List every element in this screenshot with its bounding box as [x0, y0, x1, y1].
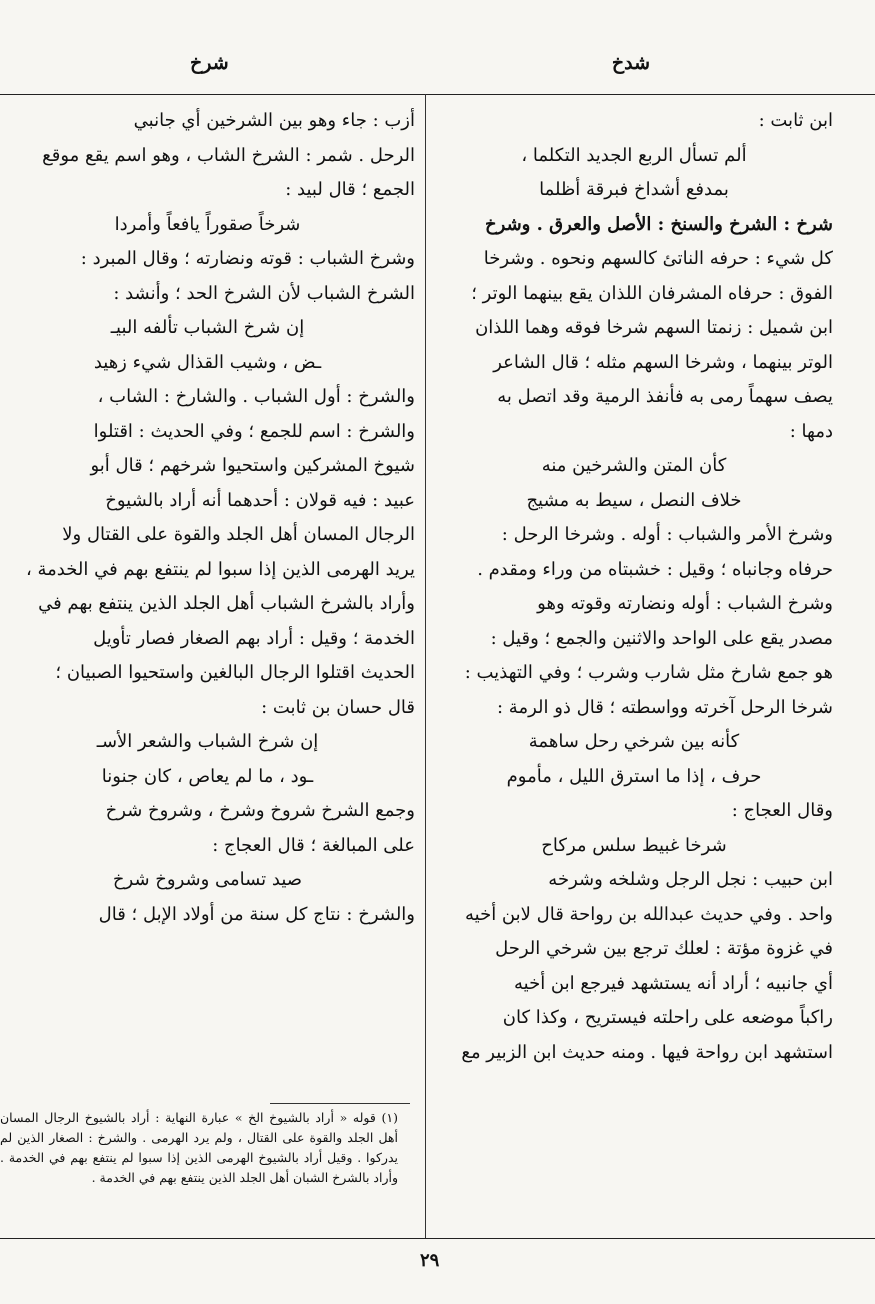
header-right-word: شدخ — [611, 52, 650, 74]
text-line: الحديث اقتلوا الرجال البالغين واستحيوا الصبيان ؛ — [55, 662, 415, 683]
text-line: الفوق : حرفاه المشرفان اللذان يقع بينهما الوتر ؛ — [471, 282, 833, 304]
text-line: دمها : — [789, 420, 833, 442]
text-line: يريد الهرمى الذين إذا سبوا لم ينتفع بهم في الخدمة ، — [25, 558, 415, 580]
text-line: والشرخ : أول الشباب . والشارخ : الشاب ، — [97, 386, 415, 407]
text-line: ابن شميل : زنمتا السهم شرخا فوقه وهما اللذان — [475, 317, 833, 338]
text-line: الجمع ؛ قال لبيد : — [285, 179, 415, 200]
text-line: في غزوة مؤتة : لعلك ترجع بين شرخي الرحل — [495, 938, 833, 959]
page-number: ٢٩ — [420, 1250, 440, 1271]
text-line: حرفاه وجانباه ؛ وقيل : خشبتاه من وراء ومقدم . — [477, 558, 833, 580]
verse-line: ألم تسأل الربع الجديد التكلما ، — [521, 144, 747, 166]
text-line: ابن ثابت : — [758, 110, 833, 131]
text-line: الرجال المسان أهل الجلد والقوة على القتال ولا — [62, 524, 415, 545]
text-line: وأراد بالشرخ الشباب أهل الجلد الذين ينتفع بهم في — [38, 593, 415, 614]
text-line: وشرخ الأمر والشباب : أوله . وشرخا الرحل : — [501, 524, 833, 545]
entry-start-line: شرخ : الشرخ والسنخ : الأصل والعرق . وشرخ — [485, 213, 833, 235]
verse-line: بمدفع أشداخ فبرقة أظلما — [539, 179, 729, 200]
bottom-rule — [0, 1238, 875, 1239]
top-rule — [0, 94, 875, 95]
text-line: عبيد : فيه قولان : أحدهما أنه أراد بالشيوخ — [105, 489, 415, 511]
text-line: واحد . وفي حديث عبدالله بن رواحة قال لابن أخيه — [465, 903, 833, 925]
verse-line: كأن المتن والشرخين منه — [541, 455, 727, 476]
text-line: وقال العجاج : — [731, 800, 833, 821]
text-line: مصدر يقع على الواحد والاثنين والجمع ؛ وقيل : — [490, 627, 833, 649]
verse-line: شرخا غبيط سلس مركاح — [541, 834, 727, 856]
verse-line: ـود ، ما لم يعاص ، كان جنونا — [101, 765, 314, 787]
text-line: أزب : جاء وهو بين الشرخين أي جانبي — [133, 110, 415, 131]
text-line: شيوخ المشركين واستحيوا شرخهم ؛ قال أبو — [90, 455, 415, 476]
text-line: الخدمة ؛ وقيل : أراد بهم الصغار فصار تأويل — [93, 627, 415, 649]
text-line: على المبالغة ؛ قال العجاج : — [212, 834, 415, 856]
text-line: شرخا الرحل آخرته وواسطته ؛ قال ذو الرمة : — [497, 696, 833, 718]
verse-line: إن شرخ الشباب والشعر الأسـ — [96, 731, 319, 752]
text-line: الرحل . شمر : الشرخ الشاب ، وهو اسم يقع موقع — [42, 144, 415, 166]
verse-line: كأنه بين شرخي رحل ساهمة — [528, 731, 740, 752]
verse-line: حرف ، إذا ما استرق الليل ، مأموم — [506, 765, 762, 787]
verse-line: ـض ، وشيب القذال شيء زهيد — [93, 351, 322, 373]
verse-line: صيد تسامى وشروخ شرخ — [112, 869, 303, 890]
text-line: الشرخ الشباب لأن الشرخ الحد ؛ وأنشد : — [113, 282, 415, 304]
header-left-word: شرخ — [190, 52, 229, 74]
verse-line: شرخاً صقوراً يافعاً وأمردا — [114, 213, 301, 235]
verse-line: خلاف النصل ، سيط به مشيج — [526, 489, 742, 511]
verse-line: إن شرخ الشباب تألفه البيـ — [110, 317, 305, 338]
text-line: يصف سهماً رمى به فأنفذ الرمية وقد اتصل به — [497, 386, 833, 407]
text-line: هو جمع شارخ مثل شارب وشرب ؛ وفي التهذيب : — [464, 662, 833, 683]
text-line: وجمع الشرخ شروخ وشرخ ، وشروخ شرخ — [105, 800, 415, 821]
text-line: والشرخ : اسم للجمع ؛ وفي الحديث : اقتلوا — [93, 420, 415, 442]
text-line: أي جانبيه ؛ أراد أنه يستشهد فيرجع ابن أخيه — [514, 972, 833, 994]
footnote-rule — [270, 1103, 410, 1104]
text-line: وشرخ الشباب : قوته ونضارته ؛ وقال المبرد : — [80, 248, 415, 269]
text-line: والشرخ : نتاج كل سنة من أولاد الإبل ؛ قال — [98, 903, 415, 925]
right-column — [435, 104, 833, 1230]
text-line: راكباً موضعه على راحلته فيستريح ، وكذا كان — [502, 1007, 833, 1028]
text-line: كل شيء : حرفه الناتئ كالسهم ونحوه . وشرخا — [483, 248, 833, 269]
text-line: ابن حبيب : نجل الرجل وشلخه وشرخه — [548, 869, 833, 890]
text-line: قال حسان بن ثابت : — [261, 696, 415, 718]
column-divider — [425, 94, 426, 1238]
text-line: استشهد ابن رواحة فيها . ومنه حديث ابن الزبير مع — [461, 1041, 833, 1063]
footnote: (١) قوله « أراد بالشيوخ الخ » عبارة النهاية : أراد بالشيوخ الرجال المسان أهل الجلد والقوة على القتال ، ولم يرد الهرمى . والشرخ : الصغار الذين لم يدركوا . وقيل أراد بالشيوخ الهرمى الذين إذا سبوا لم ينتفع بهم في الخدمة . وأراد بالشرخ الشبان أهل الجلد الذين ينتفع بهم في الخدمة . — [0, 1110, 398, 1185]
left-column — [0, 104, 415, 1230]
text-line: وشرخ الشباب : أوله ونضارته وقوته وهو — [537, 593, 833, 614]
text-line: الوتر بينهما ، وشرخا السهم مثله ؛ قال الشاعر — [493, 351, 833, 373]
